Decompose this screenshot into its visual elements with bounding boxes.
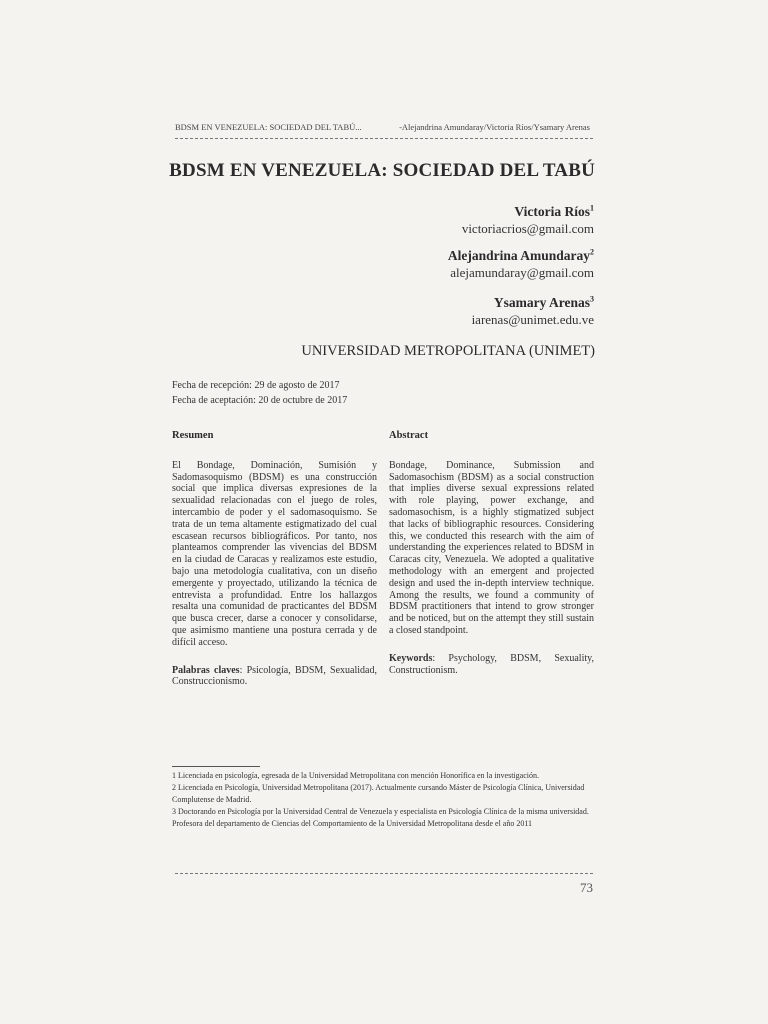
author-2	[448, 248, 594, 281]
university: UNIVERSIDAD METROPOLITANA (UNIMET)	[301, 343, 595, 359]
footnotes	[172, 770, 592, 830]
footnote-rule	[172, 766, 260, 767]
keywords: Keywords: Psychology, BDSM, Sexuality, Constructionism.	[389, 652, 594, 676]
date-received: Fecha de recepción: 29 de agosto de 2017	[172, 380, 340, 391]
author-email[interactable]: iarenas@unimet.edu.ve	[471, 312, 594, 327]
footnote-2: 2 Licenciada en Psicología, Universidad Metropolitana (2017). Actualmente cursando Máster de Psicología Clínica, Universidad Complutense de Madrid.	[172, 783, 585, 804]
author-3	[472, 295, 594, 328]
author-email[interactable]: alejamundaray@gmail.com	[450, 265, 594, 280]
page-number: 73	[580, 880, 593, 895]
date-accepted: Fecha de aceptación: 20 de octubre de 2017	[172, 395, 348, 406]
author-name: Ysamary Arenas$^3$	[493, 294, 594, 310]
resumen-column	[172, 430, 377, 688]
running-header-authors: -Alejandrina Amundaray/Victoria Ríos/Ysamary Arenas	[399, 122, 590, 132]
abstract-column	[389, 430, 594, 676]
running-header-title: BDSM EN VENEZUELA: SOCIEDAD DEL TABÚ...	[175, 122, 362, 132]
abstract-body: Bondage, Dominance, Submission and Sadomasochism (BDSM) as a social construction that implies diverse sexual expressions related with role playing, power exchange, and sadomasochism, is a highly stigmatized subject that lacks of bibliographic resources. Considering this, we conducted this research with the aim of understanding the experiences related to BDSM in Caracas city, Venezuela. We adopted a qualitative methodology with an emergent and projected design and used the in-depth interview technique. Among the results, we found a community of BDSM practitioners that intend to grow stronger and be noticed, but on the attempt they still sustain a closed standpoint.	[389, 459, 594, 636]
author-name: Victoria Ríos$^1$	[514, 203, 594, 219]
footnote-3: 3 Doctorando en Psicología por la Universidad Central de Venezuela y especialista en Psicología Clínica de la misma universidad. Profesora del departamento de Ciencias del Comportamiento de la Universidad Metropolitana desde el año 2011	[172, 807, 589, 828]
author-1	[462, 204, 594, 237]
resumen-body: El Bondage, Dominación, Sumisión y Sadomasoquismo (BDSM) es una construcción social que implica diversas expresiones de la sexualidad relacionadas con el juego de roles, intercambio de poder y el sadomasoquismo. Se trata de un tema altamente estigmatizado del cual escasean recursos bibliográficos. Por tanto, nos planteamos comprender las vivencias del BDSM en la ciudad de Caracas y realizamos este estudio, bajo una metodología cualitativa, con un diseño emergente y proyectado, utilizando la técnica de entrevista a profundidad. Entre los hallazgos resalta una comunidad de practicantes del BDSM que busca crecer, darse a conocer y consolidarse, que asimismo mantiene una postura cerrada y de difícil acceso.	[172, 459, 377, 648]
submission-dates	[172, 378, 347, 408]
paper-title: BDSM EN VENEZUELA: SOCIEDAD DEL TABÚ	[169, 160, 595, 181]
abstract-heading: Abstract	[389, 430, 429, 441]
resumen-heading: Resumen	[172, 430, 214, 441]
footnote-1: 1 Licenciada en psicología, egresada de la Universidad Metropolitana con mención Honorífica en la investigación.	[172, 771, 539, 780]
header-divider	[175, 138, 593, 139]
footer-divider	[175, 873, 593, 874]
author-email[interactable]: victoriacrios@gmail.com	[461, 221, 594, 236]
author-name: Alejandrina Amundaray$^2$	[447, 247, 594, 263]
palabras-claves: Palabras claves: Psicología, BDSM, Sexualidad, Construccionismo.	[172, 664, 377, 688]
